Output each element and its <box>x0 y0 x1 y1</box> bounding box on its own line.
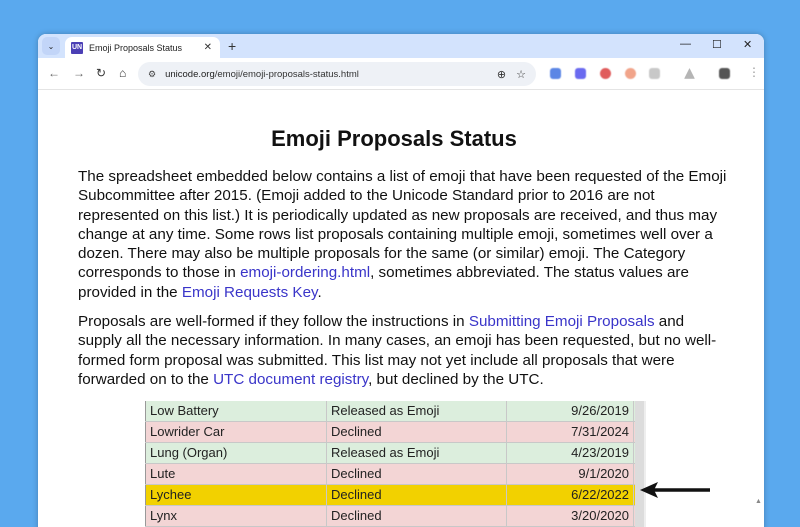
browser-menu-icon[interactable]: ⋮ <box>748 65 760 79</box>
extensions-puzzle-icon[interactable] <box>719 68 730 79</box>
maximize-button[interactable]: ☐ <box>712 39 722 51</box>
page-title: Emoji Proposals Status <box>271 126 517 151</box>
reload-button[interactable]: ↻ <box>96 66 107 80</box>
bookmark-star-icon[interactable]: ☆ <box>516 68 526 81</box>
cell-name[interactable]: Low Battery <box>145 401 327 421</box>
back-button[interactable]: ← <box>48 66 60 80</box>
url-text[interactable]: unicode.org/emoji/emoji-proposals-status.html <box>165 68 359 80</box>
embedded-spreadsheet[interactable] <box>145 401 635 527</box>
table-row[interactable] <box>145 443 635 464</box>
extension-icon-1[interactable] <box>550 68 561 79</box>
annotation-arrow-icon <box>640 482 712 498</box>
browser-window <box>38 34 764 527</box>
site-info-icon[interactable]: ⚙ <box>148 68 157 79</box>
table-row[interactable] <box>145 401 635 422</box>
table-row-highlighted[interactable] <box>145 485 635 506</box>
extension-icon-5[interactable] <box>649 68 660 79</box>
tab-close-icon[interactable]: ✕ <box>203 42 212 53</box>
spreadsheet-scrollbar-edge <box>644 401 646 527</box>
cell-status[interactable]: Released as Emoji <box>327 401 507 421</box>
tab-title: Emoji Proposals Status <box>89 42 183 53</box>
page-scroll-up-icon[interactable]: ▲ <box>755 498 762 505</box>
cell-date[interactable]: 9/26/2019 <box>507 401 634 421</box>
close-window-button[interactable]: ✕ <box>743 39 753 51</box>
intro-paragraph: The spreadsheet embedded below contains a list of emoji that have been requested of the Emoji Subcommittee after 2015. (Emoji added to the Unicode Standard prior to 2016 are not represented on this list.) It is periodically updated as new proposals are received, and thus may change at any time. Some rows list proposals containing multiple emoji, sometimes well over a dozen. There may also be multiple proposals for the same (or similar) emoji. The Category corresponds to those in emoji-ordering.html, sometimes abbreviated. The status values are provided in the Emoji Requests Key. <box>78 168 727 301</box>
wellformed-paragraph: Proposals are well-formed if they follow the instructions in Submitting Emoji Proposals and supply all the necessary information. In many cases, an emoji has been requested, but no well-formed form proposal was submitted. This list may not yet include all proposals that were forwarded on to the UTC document registry, but declined by the UTC. <box>78 313 717 388</box>
cell-name[interactable]: Lowrider Car <box>145 422 327 442</box>
cell-date[interactable]: 7/31/2024 <box>507 422 634 442</box>
cell-date[interactable]: 9/1/2020 <box>507 464 634 484</box>
tab-search-dropdown-icon[interactable]: ⌄ <box>42 37 60 55</box>
cell-date[interactable]: 6/22/2022 <box>507 485 634 505</box>
tab-strip <box>38 34 764 58</box>
cell-name[interactable]: Lychee <box>145 485 327 505</box>
extension-icon-2[interactable] <box>575 68 586 79</box>
utc-document-registry-link[interactable]: UTC document registry <box>213 370 369 388</box>
table-row[interactable] <box>145 506 635 527</box>
extension-icon-6[interactable] <box>684 68 695 79</box>
cell-status[interactable]: Declined <box>327 422 507 442</box>
cell-date[interactable]: 4/23/2019 <box>507 443 634 463</box>
table-row[interactable] <box>145 464 635 485</box>
table-row[interactable] <box>145 422 635 443</box>
cell-name[interactable]: Lute <box>145 464 327 484</box>
emoji-ordering-link[interactable]: emoji-ordering.html <box>240 264 371 282</box>
cell-name[interactable]: Lynx <box>145 506 327 526</box>
extension-icon-3[interactable] <box>600 68 611 79</box>
extension-icon-4[interactable] <box>625 68 636 79</box>
minimize-button[interactable]: — <box>680 38 691 50</box>
spreadsheet-scrollbar[interactable] <box>635 401 644 527</box>
cell-status[interactable]: Released as Emoji <box>327 443 507 463</box>
emoji-requests-key-link[interactable]: Emoji Requests Key <box>181 283 318 301</box>
page-content <box>38 91 764 527</box>
browser-toolbar <box>38 58 764 90</box>
new-tab-button[interactable]: + <box>228 38 237 54</box>
cell-status[interactable]: Declined <box>327 485 507 505</box>
unicode-favicon-icon: UN <box>71 42 83 54</box>
cell-status[interactable]: Declined <box>327 506 507 526</box>
home-button[interactable]: ⌂ <box>119 66 127 80</box>
tab-active[interactable] <box>65 37 220 58</box>
address-bar[interactable] <box>138 62 536 86</box>
submitting-emoji-proposals-link[interactable]: Submitting Emoji Proposals <box>468 313 655 330</box>
zoom-icon[interactable]: ⊕ <box>496 68 507 81</box>
cell-date[interactable]: 3/20/2020 <box>507 506 634 526</box>
forward-button[interactable]: → <box>73 66 85 80</box>
cell-status[interactable]: Declined <box>327 464 507 484</box>
cell-name[interactable]: Lung (Organ) <box>145 443 327 463</box>
